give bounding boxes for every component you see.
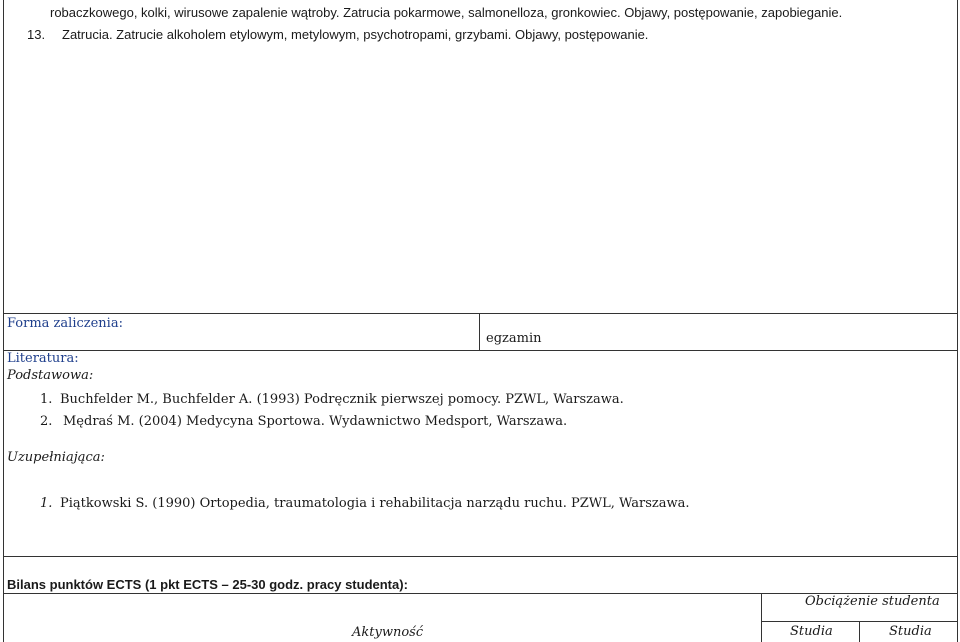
ects-column-divider bbox=[761, 593, 762, 642]
literature-supplementary-label: Uzupełniająca: bbox=[7, 450, 105, 465]
ects-col-studia-2: Studia bbox=[889, 624, 932, 639]
program-line-1: robaczkowego, kolki, wirusowe zapalenie wątroby. Zatrucia pokarmowe, salmonelloza, gronkowiec. Objawy, postępowanie, zapobieganie. bbox=[50, 5, 843, 20]
ects-col-studia-1: Studia bbox=[790, 624, 833, 639]
separator-ects-top bbox=[3, 556, 958, 557]
program-item-13-number: 13. bbox=[27, 27, 46, 42]
literature-basic-item-1-number: 1. bbox=[40, 392, 53, 407]
literature-supp-item-1-text: Piątkowski S. (1990) Ortopedia, traumatologia i rehabilitacja narządu ruchu. PZWL, Warszawa. bbox=[60, 496, 690, 511]
literature-label: Literatura: bbox=[7, 351, 79, 366]
ects-workload-label: Obciążenie studenta bbox=[805, 594, 940, 609]
literature-basic-item-2-number: 2. bbox=[40, 414, 53, 429]
assessment-value-cell-left bbox=[479, 313, 480, 351]
ects-activity-label: Aktywność bbox=[352, 625, 424, 640]
assessment-value: egzamin bbox=[486, 331, 542, 346]
literature-basic-item-2-text: Mędraś M. (2004) Medycyna Sportowa. Wydawnictwo Medsport, Warszawa. bbox=[63, 414, 568, 429]
assessment-label: Forma zaliczenia: bbox=[7, 316, 123, 331]
program-item-13-text: Zatrucia. Zatrucie alkoholem etylowym, metylowym, psychotropami, grzybami. Objawy, postępowanie. bbox=[62, 27, 649, 42]
ects-title: Bilans punktów ECTS (1 pkt ECTS – 25-30 godz. pracy studenta): bbox=[7, 577, 408, 592]
ects-subcolumn-divider bbox=[859, 621, 860, 642]
literature-basic-item-1-text: Buchfelder M., Buchfelder A. (1993) Podręcznik pierwszej pomocy. PZWL, Warszawa. bbox=[60, 392, 624, 407]
separator-literature-top bbox=[3, 350, 958, 351]
literature-basic-label: Podstawowa: bbox=[7, 368, 94, 383]
frame-left-border bbox=[3, 0, 4, 642]
assessment-value-cell-top bbox=[479, 313, 958, 314]
frame-right-border bbox=[957, 0, 958, 642]
literature-supp-item-1-number: 1. bbox=[40, 496, 53, 511]
